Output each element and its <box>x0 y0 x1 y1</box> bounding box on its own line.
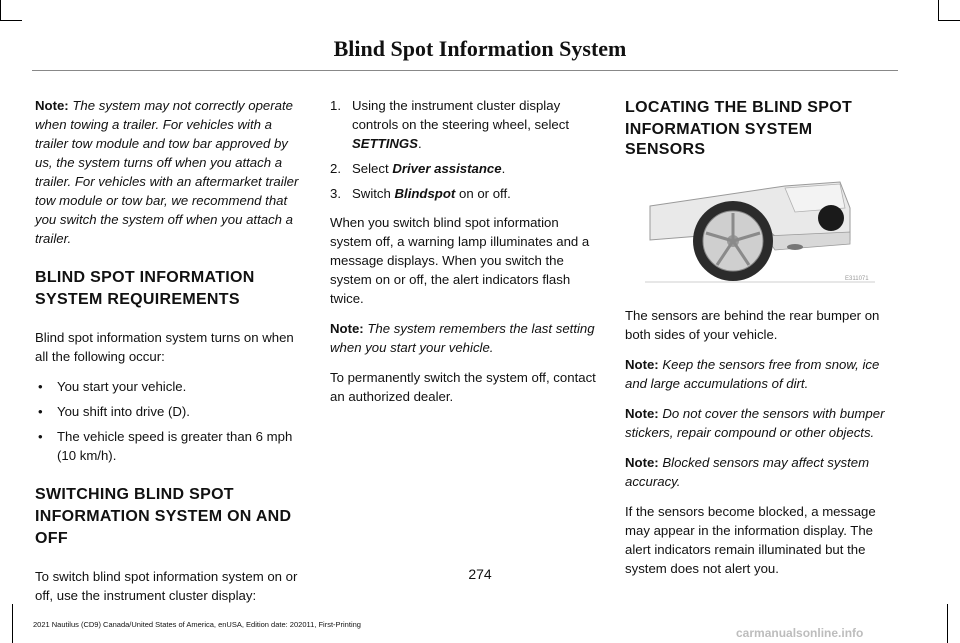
note-keep-clear <box>625 355 897 393</box>
page-number: 274 <box>468 566 492 582</box>
section-heading-requirements <box>35 268 307 310</box>
heading-line: BLIND SPOT INFORMATION <box>35 269 255 286</box>
note-text: The system may not correctly operate when towing a trailer. For vehicles with a trailer tow module and tow bar approved by us, the system turns off when you attach a trailer. For vehicles with an aftermarket trailer tow module or tow bar, we recommend that you switch the system off when you attach a trailer. <box>35 98 299 246</box>
step-text: Using the instrument cluster display controls on the steering wheel, select <box>352 98 569 132</box>
page-title: Blind Spot Information System <box>333 36 627 61</box>
heading-line: INFORMATION SYSTEM ON AND <box>35 508 292 525</box>
sensor-location-illustration <box>645 178 875 288</box>
list-item <box>35 377 307 396</box>
heading-line: INFORMATION SYSTEM SENSORS <box>625 121 813 158</box>
step-item <box>330 96 602 153</box>
step-number: 2. <box>330 161 341 176</box>
note-label: Note: <box>625 406 659 421</box>
note-blocked <box>625 453 897 491</box>
watermark: carmanualsonline.info <box>736 626 864 640</box>
footer-edition: 2021 Nautilus (CD9) Canada/United States of America, enUSA, Edition date: 202011, First-Printing <box>33 620 361 629</box>
note-text: Blocked sensors may affect system accuracy. <box>625 455 870 489</box>
switching-intro: To switch blind spot information system on or off, use the instrument cluster display: <box>35 569 298 603</box>
step-emphasis: Blindspot <box>394 186 456 201</box>
step-number: 1. <box>330 98 341 113</box>
note-label: Note: <box>35 98 69 113</box>
step-end: on or off. <box>459 186 511 201</box>
permanent-off-info: To permanently switch the system off, contact an authorized dealer. <box>330 370 596 404</box>
figure-code: E311071 <box>845 276 869 282</box>
bullet-icon: • <box>38 404 43 419</box>
list-item-text: You start your vehicle. <box>57 379 187 394</box>
sensor-location-info: The sensors are behind the rear bumper on both sides of your vehicle. <box>625 308 880 342</box>
step-emphasis: SETTINGS <box>352 136 418 151</box>
section-heading-sensors <box>625 98 897 160</box>
note-remember <box>330 319 602 357</box>
bullet-icon: • <box>38 379 43 394</box>
heading-line: LOCATING THE BLIND SPOT <box>625 99 853 116</box>
bullet-icon: • <box>38 429 43 444</box>
section-heading-switching <box>35 485 307 549</box>
heading-line: OFF <box>35 530 68 547</box>
crop-mark <box>947 604 948 643</box>
crop-mark <box>0 20 22 21</box>
rear-wheel-bumper-icon <box>645 178 875 288</box>
step-emphasis: Driver assistance <box>392 161 502 176</box>
crop-mark <box>12 604 13 643</box>
steps-list <box>330 96 602 203</box>
blocked-sensors-info: If the sensors become blocked, a message may appear in the information display. The alert indicators remain illuminated but the system does not alert you. <box>625 504 876 576</box>
step-text: Switch <box>352 186 391 201</box>
note-do-not-cover <box>625 404 897 442</box>
note-text: Keep the sensors free from snow, ice and large accumulations of dirt. <box>625 357 880 391</box>
column-right <box>625 96 897 589</box>
list-item-text: The vehicle speed is greater than 6 mph (10 km/h). <box>57 429 293 463</box>
step-text: Select <box>352 161 389 176</box>
column-left <box>35 96 307 616</box>
step-end: . <box>501 161 506 176</box>
note-label: Note: <box>330 321 364 336</box>
note-label: Note: <box>625 455 659 470</box>
note-label: Note: <box>625 357 659 372</box>
note-text: Do not cover the sensors with bumper stickers, repair compound or other objects. <box>625 406 885 440</box>
column-middle <box>330 96 602 417</box>
switch-off-info: When you switch blind spot information system off, a warning lamp illuminates and a message displays. When you switch the system on or off, the alert indicators flash twice. <box>330 215 590 306</box>
crop-mark <box>938 20 960 21</box>
step-number: 3. <box>330 186 341 201</box>
step-item <box>330 159 602 178</box>
step-item <box>330 184 602 203</box>
note-text: The system remembers the last setting when you start your vehicle. <box>330 321 595 355</box>
requirements-list <box>35 377 307 465</box>
heading-line: SWITCHING BLIND SPOT <box>35 486 234 503</box>
heading-line: SYSTEM REQUIREMENTS <box>35 291 240 308</box>
step-end: . <box>417 136 422 151</box>
list-item <box>35 427 307 465</box>
crop-mark <box>938 0 939 20</box>
requirements-intro: Blind spot information system turns on when all the following occur: <box>35 330 294 364</box>
list-item <box>35 402 307 421</box>
crop-mark <box>0 0 1 20</box>
header-rule <box>32 70 898 71</box>
note-trailer <box>35 96 307 248</box>
list-item-text: You shift into drive (D). <box>57 404 190 419</box>
